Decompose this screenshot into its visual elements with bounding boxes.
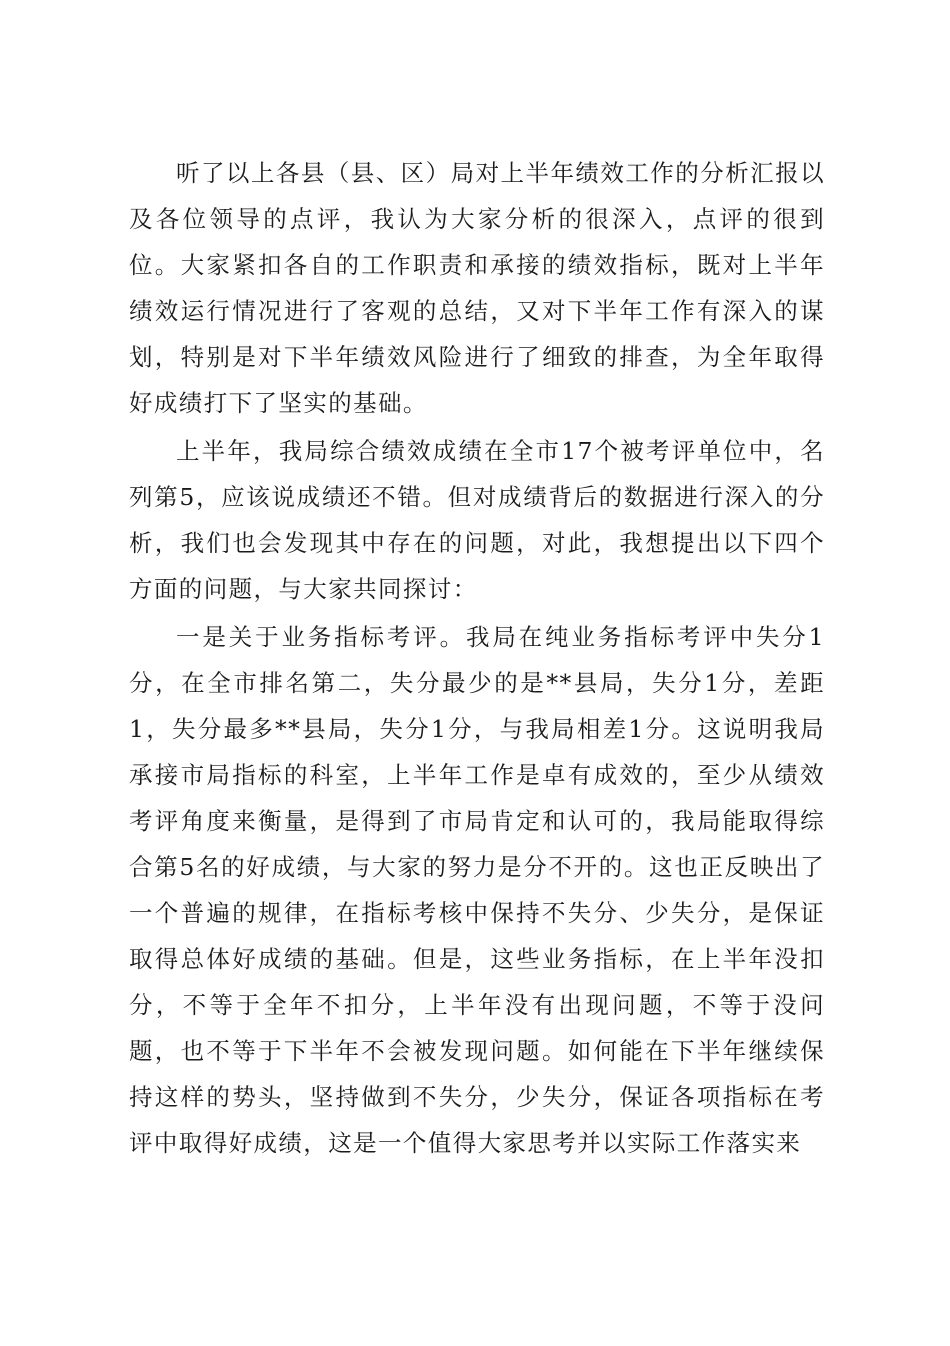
- paragraph-opening-remarks: 听了以上各县（县、区）局对上半年绩效工作的分析汇报以及各位领导的点评，我认为大家分析的很深入，点评的很到位。大家紧扣各自的工作职责和承接的绩效指标，既对上半年绩效运行情况进行了客观的总结，又对下半年工作有深入的谋划，特别是对下半年绩效风险进行了细致的排查，为全年取得好成绩打下了坚实的基础。: [129, 159, 825, 417]
- paragraph-half-year-ranking: 上半年，我局综合绩效成绩在全市17个被考评单位中，名列第5，应该说成绩还不错。但对成绩背后的数据进行深入的分析，我们也会发现其中存在的问题，对此，我想提出以下四个方面的问题，与大家共同探讨：: [129, 437, 825, 603]
- paragraph-business-indicators: 一是关于业务指标考评。我局在纯业务指标考评中失分1分，在全市排名第二，失分最少的是**县局，失分1分，差距1，失分最多**县局，失分1分，与我局相差1分。这说明我局承接市局指标的科室，上半年工作是卓有成效的，至少从绩效考评角度来衡量，是得到了市局肯定和认可的，我局能取得综合第5名的好成绩，与大家的努力是分不开的。这也正反映出了一个普遍的规律，在指标考核中保持不失分、少失分，是保证取得总体好成绩的基础。但是，这些业务指标，在上半年没扣分，不等于全年不扣分，上半年没有出现问题，不等于没问题，也不等于下半年不会被发现问题。如何能在下半年继续保持这样的势头，坚持做到不失分，少失分，保证各项指标在考评中取得好成绩，这是一个值得大家思考并以实际工作落实来: [129, 623, 825, 1157]
- document-body: [129, 150, 825, 1168]
